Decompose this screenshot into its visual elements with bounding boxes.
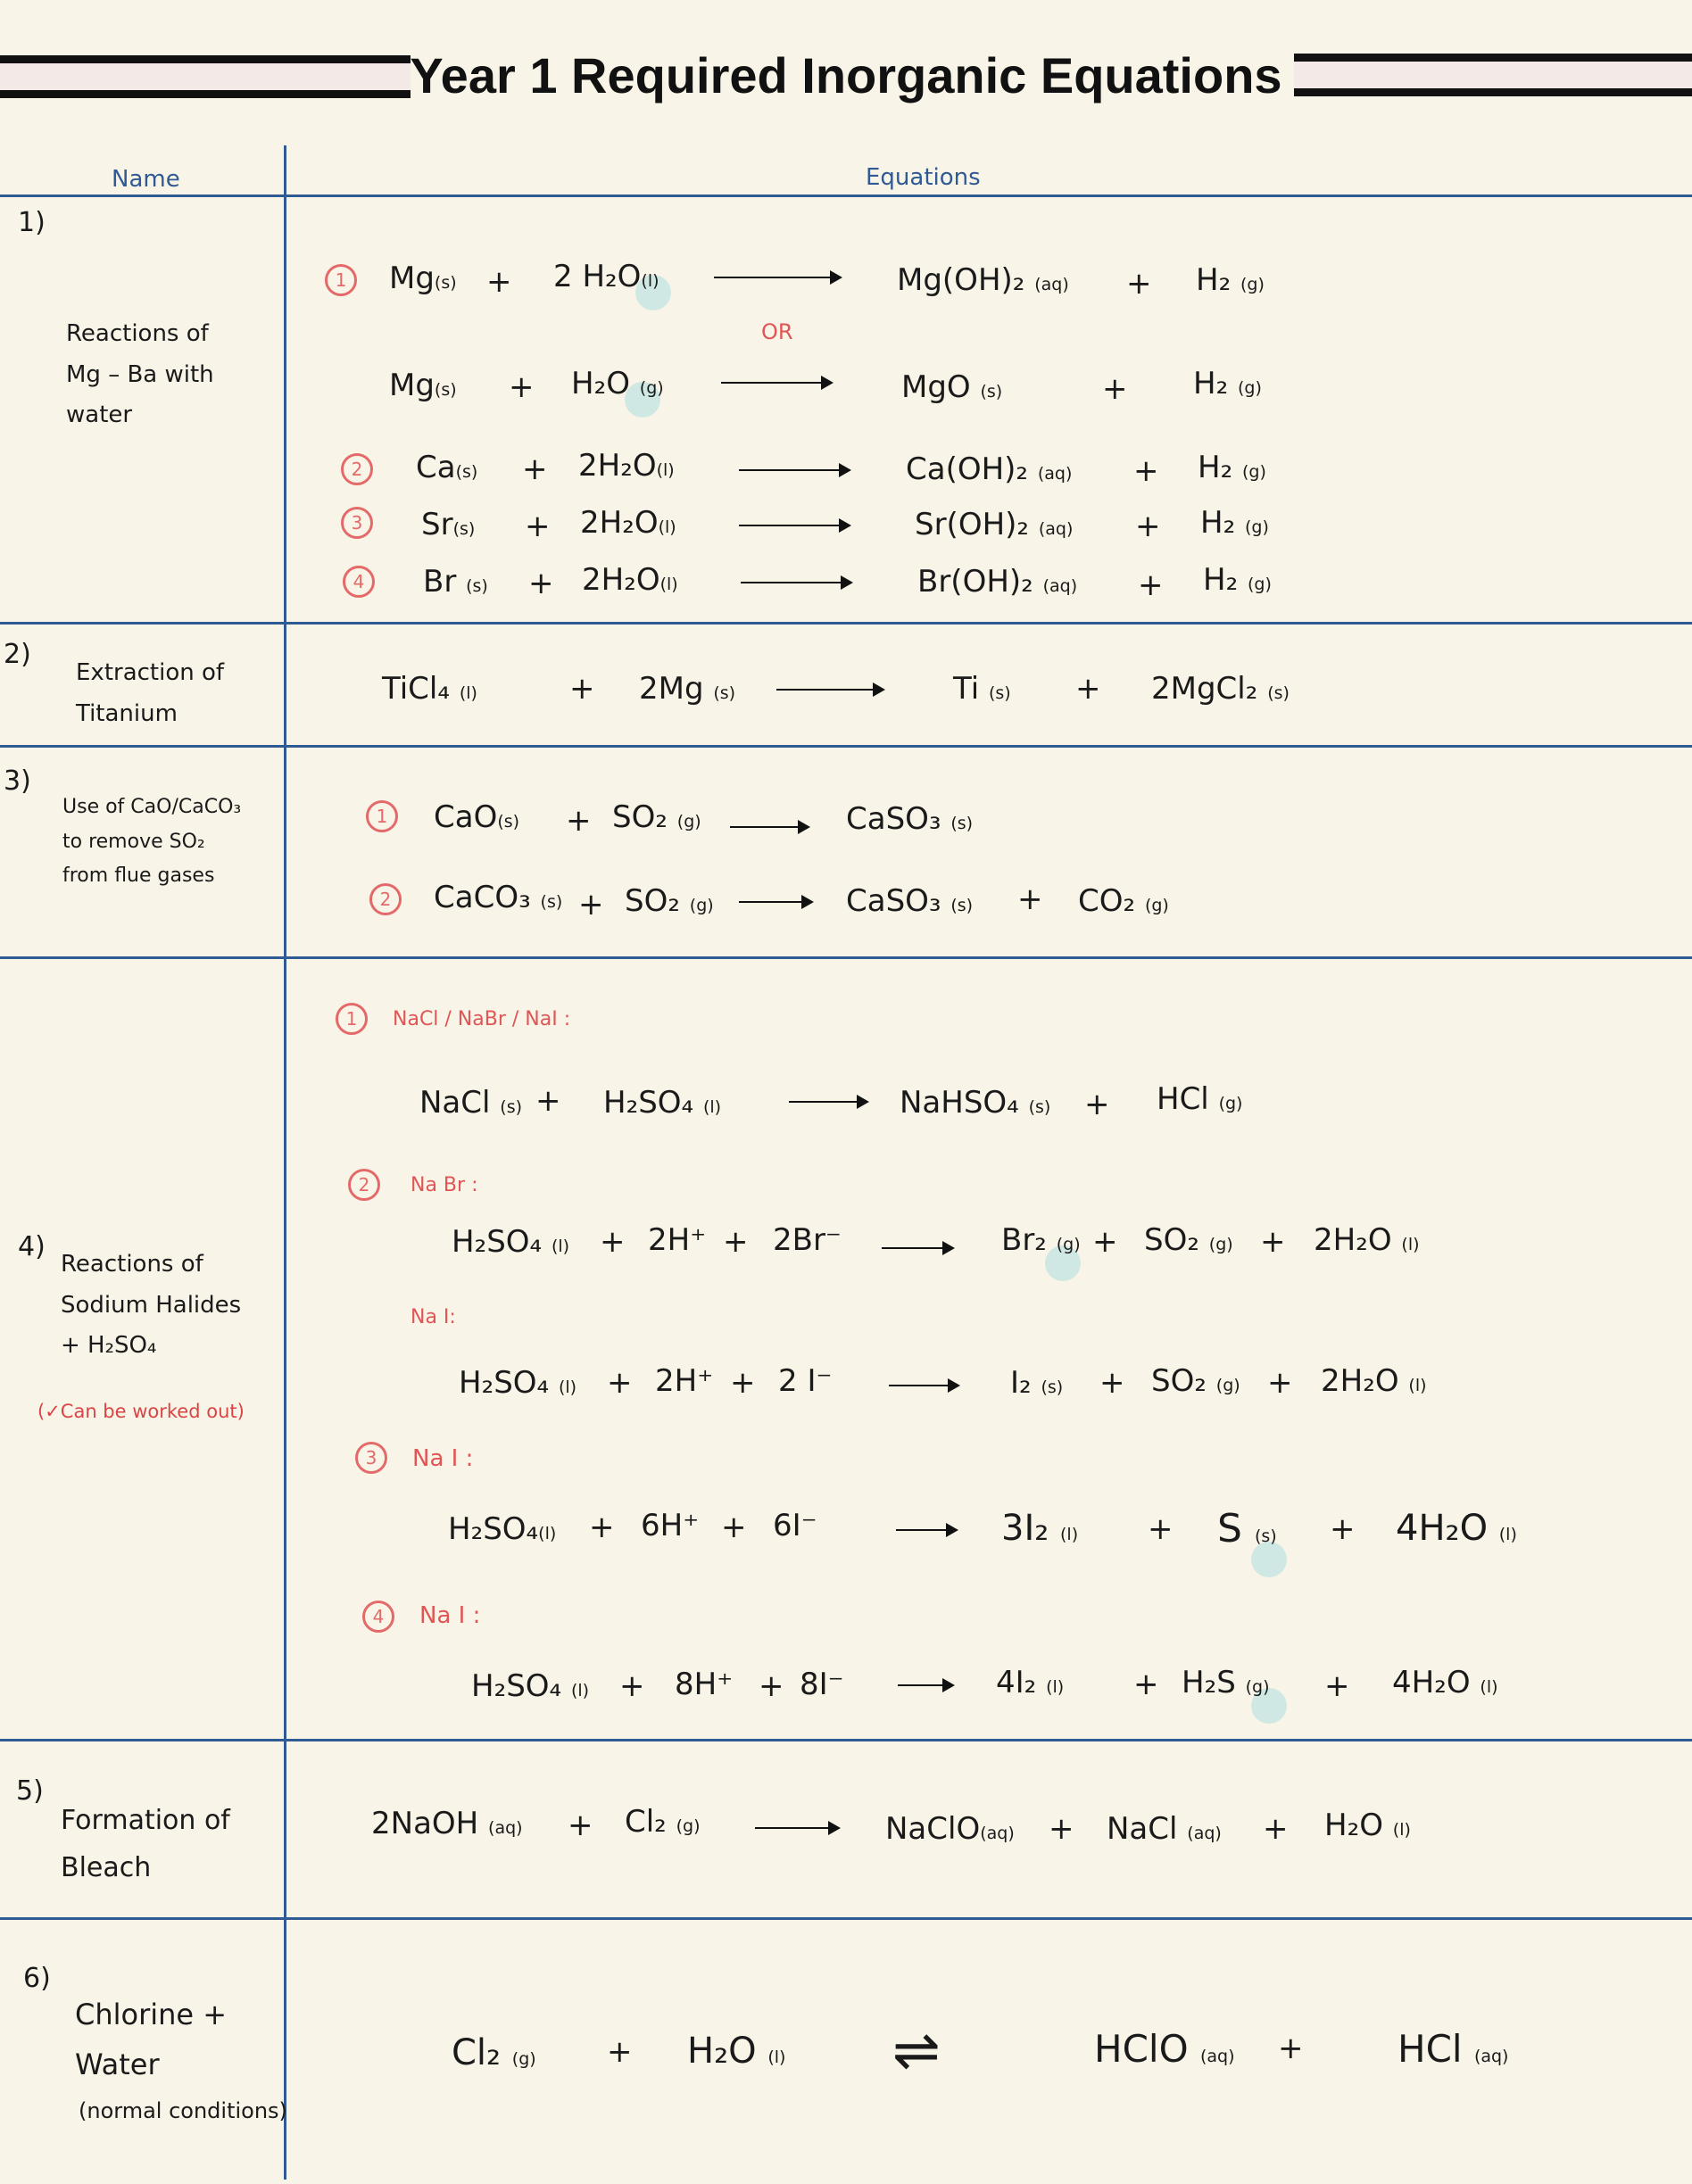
- product: 4I₂ (l): [996, 1665, 1065, 1700]
- reactant: 2H₂O(l): [580, 505, 676, 541]
- row-divider: [0, 745, 1692, 748]
- row-divider: [0, 622, 1692, 625]
- product: H₂ (g): [1203, 562, 1272, 598]
- plus: +: [522, 451, 548, 487]
- plus: +: [566, 803, 592, 839]
- plus: +: [1263, 1811, 1289, 1847]
- product: Br₂ (g): [1001, 1222, 1081, 1258]
- step-marker: 3: [341, 507, 373, 539]
- step-marker: 4: [343, 566, 375, 598]
- plus: +: [1330, 1511, 1356, 1547]
- row-number: 1): [18, 207, 46, 238]
- row-name: Reactions of Sodium Halides + H₂SO₄: [61, 1251, 242, 1359]
- plus: +: [1135, 509, 1161, 544]
- product: CaSO₃ (s): [846, 801, 974, 837]
- reactant: 2H⁺: [655, 1363, 714, 1399]
- product: 2H₂O (l): [1314, 1222, 1420, 1258]
- reactant: Ca(s): [416, 450, 478, 485]
- reactant: SO₂ (g): [612, 799, 701, 835]
- product: H₂ (g): [1193, 366, 1262, 401]
- plus: +: [759, 1668, 784, 1704]
- product: SO₂ (g): [1151, 1363, 1240, 1399]
- equilibrium-arrow: ⇌: [892, 2018, 941, 2084]
- row-number: 3): [4, 765, 31, 797]
- plus: +: [619, 1668, 645, 1704]
- plus: +: [1260, 1224, 1286, 1260]
- product: Ti (s): [953, 671, 1011, 707]
- product: SO₂ (g): [1144, 1222, 1233, 1258]
- row-name: Formation of Bleach: [61, 1805, 230, 1883]
- plus: +: [535, 1083, 561, 1119]
- product: 4H₂O (l): [1396, 1508, 1517, 1549]
- plus: +: [1102, 371, 1128, 407]
- reactant: Sr(s): [421, 507, 476, 542]
- row-number: 6): [23, 1963, 51, 1994]
- reactant: H₂SO₄ (l): [603, 1085, 722, 1121]
- row-name: Chlorine + Water: [75, 1998, 228, 2081]
- plus: +: [589, 1510, 615, 1545]
- product: MgO (s): [901, 369, 1003, 405]
- reactant: H₂O (l): [687, 2031, 786, 2072]
- arrow: [721, 382, 832, 384]
- arrow: [789, 1101, 867, 1103]
- product: H₂ (g): [1198, 450, 1266, 485]
- column-divider: [284, 145, 286, 2180]
- plus: +: [1092, 1224, 1118, 1260]
- arrow: [755, 1827, 839, 1829]
- reactant: 2 H₂O(l): [553, 259, 659, 294]
- product: HClO (aq): [1094, 2027, 1235, 2071]
- arrow: [898, 1684, 953, 1686]
- row-name: Extraction of Titanium: [76, 659, 225, 727]
- reactant: TiCl₄ (l): [382, 671, 477, 707]
- reactant: CaCO₃ (s): [434, 880, 563, 915]
- sub-label: NaCl / NaBr / NaI :: [393, 1008, 571, 1030]
- plus: +: [1049, 1811, 1074, 1847]
- plus: +: [568, 1808, 593, 1843]
- step-marker: 2: [341, 453, 373, 485]
- reactant: 2H⁺: [648, 1222, 707, 1258]
- reactant: H₂SO₄(l): [448, 1511, 557, 1547]
- row-divider: [0, 1739, 1692, 1741]
- product: 4H₂O (l): [1392, 1665, 1498, 1700]
- step-marker: 1: [325, 264, 357, 296]
- or-label: OR: [761, 319, 793, 344]
- product: I₂ (s): [1010, 1365, 1064, 1401]
- step-marker: 4: [362, 1601, 394, 1633]
- arrow: [739, 901, 812, 903]
- plus: +: [509, 369, 535, 405]
- reactant: 2NaOH (aq): [371, 1806, 523, 1841]
- row-divider: [0, 956, 1692, 959]
- reactant: H₂SO₄ (l): [471, 1668, 590, 1704]
- row-name: Reactions of Mg – Ba with water: [66, 320, 214, 428]
- arrow: [889, 1385, 958, 1386]
- row-note: (✓Can be worked out): [37, 1401, 245, 1422]
- plus: +: [1084, 1087, 1110, 1122]
- reactant: 6H⁺: [641, 1508, 700, 1543]
- row-number: 2): [4, 639, 31, 670]
- product: H₂ (g): [1200, 505, 1269, 541]
- name-column-header: Name: [112, 166, 180, 193]
- step-marker: 2: [348, 1169, 380, 1201]
- sub-label: Na I :: [412, 1445, 474, 1472]
- row-divider: [0, 1917, 1692, 1920]
- plus: +: [721, 1510, 747, 1545]
- row-number: 4): [18, 1231, 46, 1262]
- reactant: NaCl (s): [419, 1085, 523, 1121]
- plus: +: [600, 1224, 626, 1260]
- reactant: Cl₂ (g): [452, 2032, 536, 2073]
- product: NaClO(aq): [885, 1811, 1015, 1847]
- reactant: Cl₂ (g): [625, 1804, 701, 1840]
- plus: +: [1126, 266, 1152, 302]
- reactant: 2Mg (s): [639, 671, 736, 707]
- plus: +: [1099, 1365, 1125, 1401]
- plus: +: [528, 566, 554, 601]
- plus: +: [578, 887, 604, 922]
- product: HCl (aq): [1398, 2027, 1509, 2071]
- arrow: [739, 469, 850, 471]
- arrow: [896, 1529, 957, 1531]
- product: CO₂ (g): [1078, 883, 1169, 919]
- step-marker: 2: [369, 883, 402, 915]
- reactant: 8H⁺: [675, 1667, 734, 1702]
- arrow: [882, 1247, 953, 1249]
- reactant: H₂SO₄ (l): [452, 1224, 570, 1260]
- reactant: 2Br⁻: [773, 1222, 842, 1258]
- reactant: 2H₂O(l): [578, 448, 675, 484]
- plus: +: [730, 1365, 756, 1401]
- plus: +: [1133, 1667, 1159, 1702]
- arrow: [714, 277, 841, 278]
- reactant: Mg(s): [389, 261, 457, 296]
- plus: +: [1278, 2031, 1304, 2066]
- plus: +: [1133, 453, 1159, 489]
- step-marker: 3: [355, 1442, 387, 1474]
- product: Br(OH)₂ (aq): [917, 564, 1078, 600]
- arrow: [730, 826, 809, 828]
- equations-column-header: Equations: [866, 164, 981, 191]
- sub-label: Na Br :: [411, 1174, 478, 1196]
- reactant: Mg(s): [389, 368, 457, 403]
- product: Sr(OH)₂ (aq): [915, 507, 1074, 542]
- reactant: H₂O (g): [571, 366, 664, 401]
- product: CaSO₃ (s): [846, 883, 974, 919]
- product: NaHSO₄ (s): [900, 1085, 1051, 1121]
- product: 2MgCl₂ (s): [1151, 671, 1290, 707]
- header-line: [0, 194, 1692, 197]
- reactant: 8I⁻: [800, 1667, 844, 1702]
- product: S (s): [1217, 1506, 1277, 1551]
- reactant: CaO(s): [434, 799, 520, 835]
- arrow: [776, 689, 883, 691]
- plus: +: [486, 264, 512, 300]
- plus: +: [1138, 567, 1164, 603]
- arrow: [741, 582, 851, 583]
- row-note: (normal conditions): [79, 2098, 287, 2123]
- row-name: Use of CaO/CaCO₃ to remove SO₂ from flue gases: [62, 796, 242, 887]
- product: H₂O (l): [1324, 1808, 1411, 1843]
- product: Ca(OH)₂ (aq): [906, 451, 1073, 487]
- product: HCl (g): [1157, 1081, 1243, 1117]
- step-marker: 1: [366, 800, 398, 832]
- product: H₂ (g): [1196, 262, 1265, 298]
- step-marker: 1: [336, 1003, 368, 1035]
- product: 3I₂ (l): [1001, 1508, 1079, 1549]
- plus: +: [1267, 1365, 1293, 1401]
- row-number: 5): [16, 1775, 44, 1807]
- plus: +: [607, 2034, 633, 2070]
- arrow: [739, 525, 850, 526]
- reactant: H₂SO₄ (l): [459, 1365, 577, 1401]
- product: NaCl (aq): [1107, 1811, 1222, 1847]
- plus: +: [1148, 1511, 1174, 1547]
- plus: +: [607, 1365, 633, 1401]
- reactant: SO₂ (g): [625, 883, 714, 919]
- product: H₂S (g): [1182, 1665, 1270, 1700]
- reactant: 2 I⁻: [778, 1363, 833, 1399]
- reactant: 6I⁻: [773, 1508, 817, 1543]
- plus: +: [1324, 1668, 1350, 1704]
- sub-label: Na I :: [419, 1602, 481, 1629]
- plus: +: [1017, 881, 1043, 917]
- page-title: Year 1 Required Inorganic Equations: [410, 47, 1282, 103]
- plus: +: [723, 1224, 749, 1260]
- product: 2H₂O (l): [1321, 1363, 1427, 1399]
- plus: +: [569, 671, 595, 707]
- plus: +: [525, 509, 551, 544]
- sub-label: Na I:: [411, 1306, 456, 1328]
- reactant: Br (s): [423, 564, 488, 600]
- product: Mg(OH)₂ (aq): [897, 262, 1069, 298]
- reactant: 2H₂O(l): [582, 562, 678, 598]
- plus: +: [1075, 671, 1101, 707]
